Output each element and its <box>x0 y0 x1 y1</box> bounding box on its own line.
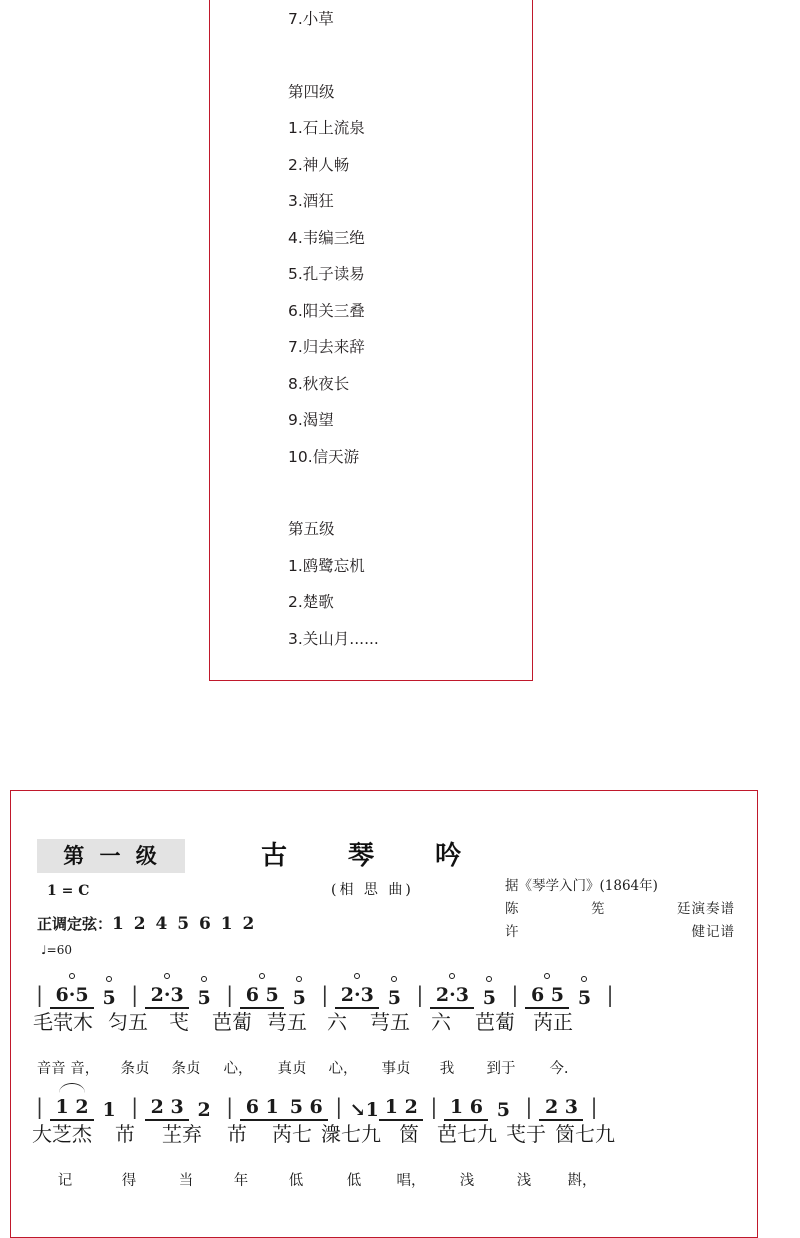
lyric: 心， <box>328 1061 358 1077</box>
tablature-row <box>25 1011 741 1057</box>
lyric: 低 <box>346 1173 362 1189</box>
list-item-heading: 第五级 <box>288 520 335 538</box>
credit-left: 许 <box>505 924 520 940</box>
jianpu-row <box>25 969 741 1009</box>
barline: | <box>416 983 424 1007</box>
barline: | <box>321 983 329 1007</box>
lyric: 我 <box>439 1061 455 1077</box>
note-group: 1 2 <box>379 1096 423 1121</box>
barline: | <box>606 983 614 1007</box>
tab-glyph: 芮七 <box>272 1122 312 1146</box>
tab-glyph: 六 <box>431 1010 451 1034</box>
grade-list-panel <box>209 0 533 681</box>
tab-glyph: 芎五 <box>267 1010 307 1034</box>
note-group: 6 5 <box>525 984 569 1009</box>
key-signature: 1 = C <box>47 883 90 899</box>
barline: | <box>131 1095 139 1119</box>
score-sheet <box>11 791 757 1237</box>
note-group: 6·5 <box>50 984 94 1009</box>
lyric-row <box>25 1169 741 1195</box>
note-group: 5 6 <box>284 1096 328 1121</box>
tab-glyph: 笝 <box>399 1122 419 1146</box>
grade-banner-label: 第 一 级 <box>63 843 161 868</box>
tab-glyph: 芭蔔 <box>212 1010 252 1034</box>
list-item: 7.小草 <box>288 10 334 28</box>
lyric: 事贞 <box>381 1061 411 1077</box>
tab-glyph: 芇 <box>115 1122 135 1146</box>
credit-row <box>505 898 735 921</box>
tab-glyph: 芭七九 <box>437 1122 497 1146</box>
note: ↘1 <box>349 1099 379 1121</box>
credit-row <box>505 921 735 944</box>
tab-glyph: 芮正 <box>533 1010 573 1034</box>
credit-mid: 筅 <box>591 901 606 917</box>
jianpu-row <box>25 1081 741 1121</box>
tab-glyph: 毛茕木 <box>33 1010 93 1034</box>
note-group: 2·3 <box>430 984 474 1009</box>
note-group: 1 6 <box>444 1096 488 1121</box>
list-item: 5.孔子读易 <box>288 265 365 283</box>
notation-system-2 <box>25 1081 741 1195</box>
list-item: 2.楚歌 <box>288 593 334 611</box>
note: 5 <box>496 1099 510 1121</box>
list-item: 6.阳关三叠 <box>288 301 365 320</box>
note: 5 <box>284 987 314 1009</box>
tab-glyph: 芇 <box>227 1122 247 1146</box>
tab-glyph: 芅于 <box>506 1122 546 1146</box>
list-item: 2.神人畅 <box>288 155 350 174</box>
list-item: 7.归去来辞 <box>288 338 365 356</box>
note-group: 2 3 <box>539 1096 583 1121</box>
lyric: 条贞 <box>171 1061 201 1077</box>
note-group: 6 5 <box>240 984 284 1009</box>
barline: | <box>131 983 139 1007</box>
tuning-numbers: 1 2 4 5 6 1 2 <box>112 914 257 934</box>
list-item: 3.关山月...... <box>288 629 379 648</box>
lyric: 今. <box>549 1061 569 1077</box>
tab-glyph: 六 <box>327 1010 347 1034</box>
barline: | <box>430 1095 438 1119</box>
lyric: 当 <box>178 1173 194 1189</box>
lyric: 唱， <box>396 1173 426 1189</box>
tab-glyph: 大芝杰 <box>32 1122 92 1146</box>
barline: | <box>226 983 234 1007</box>
barline: | <box>36 1095 44 1119</box>
credit-right: 健记谱 <box>691 924 735 940</box>
lyric: 音音 音， <box>36 1061 100 1077</box>
tuning-line <box>37 913 256 934</box>
note-group: 2·3 <box>335 984 379 1009</box>
lyric: 年 <box>233 1173 249 1189</box>
list-item: 10.信天游 <box>288 447 360 466</box>
note-group: 6 1 <box>240 1096 284 1121</box>
lyric: 斟， <box>567 1173 597 1189</box>
note: 5 <box>474 987 504 1009</box>
barline: | <box>335 1095 343 1119</box>
barline: | <box>511 983 519 1007</box>
credits-block <box>505 875 735 944</box>
note-group: 1 2 <box>50 1096 94 1121</box>
lyric: 得 <box>121 1173 137 1189</box>
tempo-marking: ♩=60 <box>41 943 72 957</box>
tablature-row <box>25 1123 741 1169</box>
tuning-label: 正调定弦： <box>37 915 113 933</box>
tab-glyph: 匀五 <box>108 1010 148 1034</box>
barline: | <box>226 1095 234 1119</box>
grade-list <box>288 1 518 657</box>
list-item: 9.渴望 <box>288 411 334 429</box>
note: 5 <box>569 987 599 1009</box>
note: 1 <box>102 1099 116 1121</box>
tab-glyph: 芭蔔 <box>475 1010 515 1034</box>
note-group: 2·3 <box>145 984 189 1009</box>
tab-glyph: 芅 <box>169 1010 189 1034</box>
lyric: 低 <box>288 1173 304 1189</box>
credit-left: 陈 <box>505 901 520 917</box>
note: 2 <box>197 1099 211 1121</box>
notation-system-1 <box>25 969 741 1083</box>
tab-glyph: 潨七九 <box>321 1122 381 1146</box>
lyric: 浅 <box>516 1173 532 1189</box>
tab-glyph: 笝七九 <box>555 1122 615 1146</box>
barline: | <box>36 983 44 1007</box>
note: 5 <box>94 987 124 1009</box>
note: 5 <box>379 987 409 1009</box>
score-panel <box>10 790 758 1238</box>
list-item: 1.鸥鹭忘机 <box>288 556 365 575</box>
lyric: 记 <box>57 1173 73 1189</box>
lyric: 心， <box>223 1061 253 1077</box>
barline: | <box>525 1095 533 1119</box>
list-item: 8.秋夜长 <box>288 374 350 393</box>
barline: | <box>590 1095 598 1119</box>
lyric-row <box>25 1057 741 1083</box>
note-group: 2 3 <box>145 1096 189 1121</box>
list-item: 3.酒狂 <box>288 192 334 210</box>
tab-glyph: 芎五 <box>370 1010 410 1034</box>
lyric: 条贞 <box>120 1061 150 1077</box>
credit-right: 廷演奏谱 <box>677 901 735 917</box>
list-item-heading: 第四级 <box>288 82 335 101</box>
credit-source: 据《琴学入门》(1864年) <box>505 878 658 894</box>
tab-glyph: 芏弃 <box>162 1122 202 1146</box>
lyric: 真贞 <box>277 1061 307 1077</box>
slur-mark <box>59 1083 85 1093</box>
lyric: 浅 <box>459 1173 475 1189</box>
list-item: 4.韦编三绝 <box>288 228 365 247</box>
list-item: 1.石上流泉 <box>288 119 365 137</box>
lyric: 到于 <box>486 1061 516 1077</box>
note: 5 <box>189 987 219 1009</box>
score-subtitle: (相 思 曲) <box>331 882 414 898</box>
score-title: 古 琴 吟 <box>261 841 488 871</box>
